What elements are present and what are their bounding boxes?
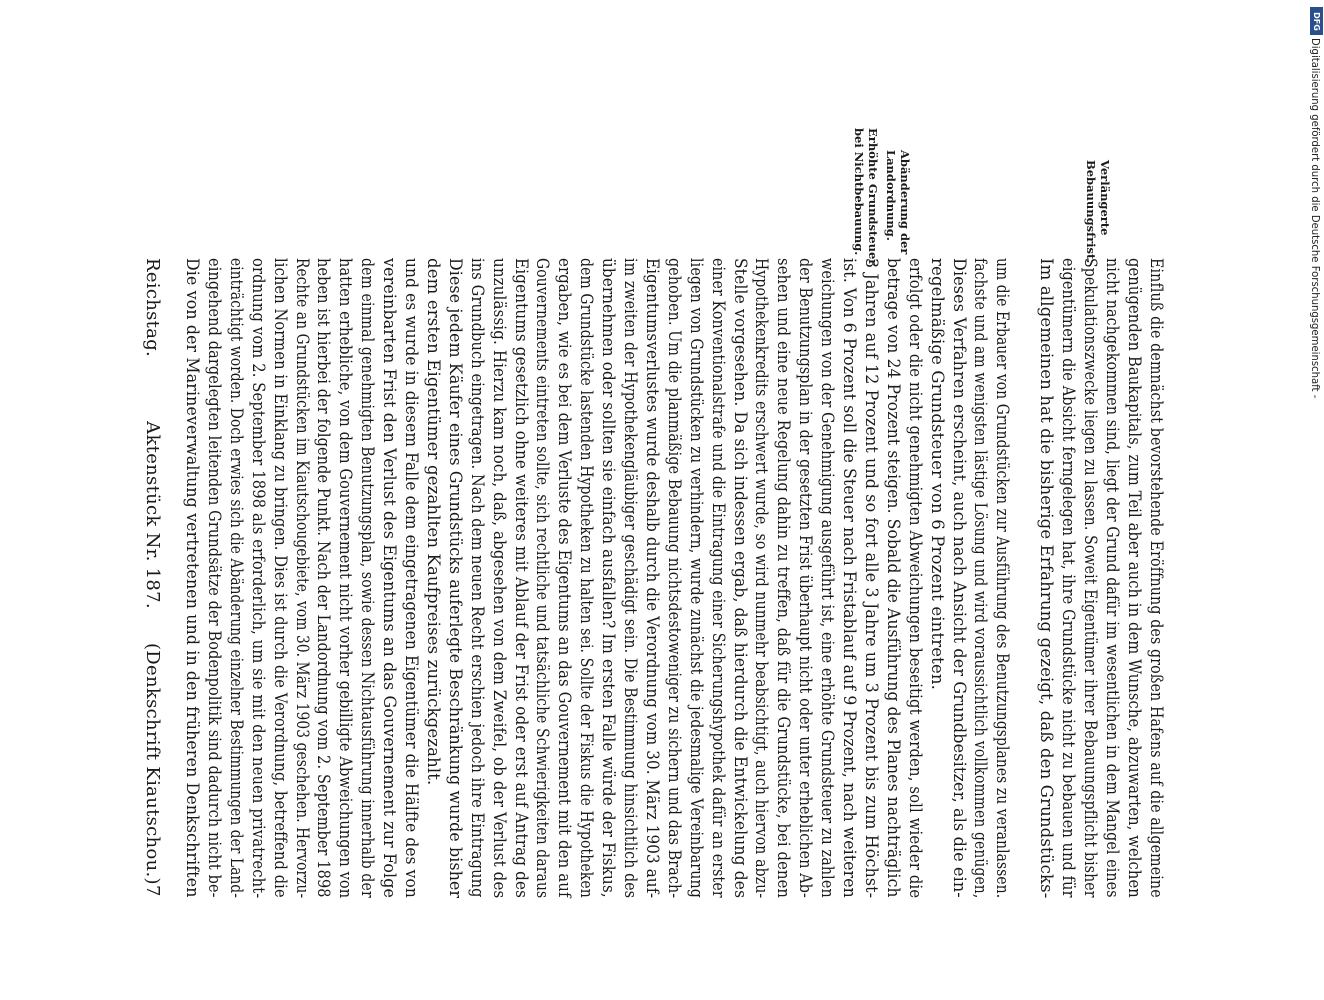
- body-line: Hypothekenkredits erschwert wurde, so wird nunmehr beabsichtigt, auch hiervon abzu-: [752, 258, 772, 899]
- body-line: Einfluß die demnächst bevorstehende Eröffnung des großen Hafens auf die allgemeine: [1146, 258, 1166, 898]
- body-line: sehen und eine neue Regelung dahin zu treffen, daß für die Grundstücke, bei denen: [774, 258, 794, 899]
- body-line: nicht nachgekommen sind, liegt der Grund dafür im wesentlichen in dem Mangel eines: [1102, 258, 1122, 898]
- body-line: eingehend dargelegten leitenden Grundsätze der Bodenpolitik sind dadurch nicht be-: [204, 258, 224, 898]
- margin-note-bebauungsfrist: Verlängerte Bebauungsfrist.: [1084, 160, 1112, 264]
- body-line: lichen Normen in Einklang zu bringen. Dies ist durch die Verordnung, betreffend die: [270, 258, 290, 898]
- body-line: ergaben, wie es bei dem Verluste des Eigentums an das Gouvernement mit den auf: [555, 258, 575, 898]
- body-line: Stelle vorgesehen. Da sich indessen ergab, daß hierdurch die Entwickelung des: [730, 258, 750, 899]
- body-line: hatten erhebliche, von dem Gouvernement nicht vorher gebilligte Abweichungen von: [336, 258, 356, 899]
- body-line: Im allgemeinen hat die bisherige Erfahrung gezeigt, daß den Grundstücks-: [1037, 258, 1057, 899]
- body-line: unzulässig. Hierzu kam noch, daß, abgesehen von dem Zweifel, ob der Verlust des: [489, 258, 509, 899]
- running-head-left: Reichstag.: [142, 258, 163, 358]
- body-line: gehoben. Um die planmäßige Bebauung nichtsdestoweniger zu sichern und das Brach-: [664, 258, 684, 899]
- body-line: genügenden Baukapitals, zum Teil aber auch in dem Wunsche, abzuwarten, welchen: [1124, 258, 1144, 898]
- body-line: der Benutzungsplan in der gesetzten Frist überhaupt nicht oder unter erheblichen Ab-: [796, 258, 816, 898]
- body-line: fachste und am wenigsten lästige Lösung und wird voraussichtlich vollkommen genügen,: [971, 258, 991, 899]
- body-line: vereinbarten Frist den Verlust des Eigentums an das Gouvernement zur Folge: [380, 258, 400, 899]
- body-line: im zweiten der Hypothekengläubiger geschädigt sein. Die Bestimmung hinsichtlich des: [621, 258, 640, 899]
- digitization-note: Digitalisierung gefördert durch die Deutsche Forschungsgemeinschaft -: [1309, 38, 1322, 399]
- body-line: 3 Jahren auf 12 Prozent und so fort alle 3 Jahre um 3 Prozent bis zum Höchst-: [861, 258, 881, 899]
- body-line: Gouvernements eintreten sollte, sich rechtliche und tatsächliche Schwierigkeiten daraus: [533, 258, 553, 899]
- body-line: Rechte an Grundstücken im Kiautschougebiete, vom 30. März 1903 geschehen. Hervorzu-: [292, 258, 312, 899]
- dfg-logo: DFG: [1310, 7, 1323, 35]
- body-line: einer Konventionalstrafe und die Eintragung einer Sicherungshypothek dafür an erster: [708, 258, 728, 898]
- running-head-center: Aktenstück Nr. 187.: [142, 421, 163, 609]
- body-line: und es wurde in diesem Falle dem eingetragenen Eigentümer die Hälfte des von: [402, 258, 421, 898]
- running-head: [142, 258, 163, 885]
- body-line: einträchtigt worden. Doch erwies sich die Abänderung einzelner Bestimmungen der Land-: [226, 258, 246, 899]
- body-line: um die Erbauer von Grundstücken zur Ausführung des Benutzungsplanes zu veranlassen.: [993, 258, 1013, 899]
- body-line: Spekulationszwecke liegen zu lassen. Soweit Eigentümer ihrer Bebauungspflicht bisher: [1080, 258, 1100, 898]
- body-line: betrage von 24 Prozent steigen. Sobald die Ausführung des Planes nachträglich: [883, 258, 903, 898]
- body-line: übernehmen oder sollten sie einfach ausfallen? Im ersten Falle würde der Fiskus,: [599, 258, 619, 898]
- page-number: 7: [142, 885, 163, 897]
- body-line: regelmäßige Grundsteuer von 6 Prozent eintreten.: [927, 258, 947, 691]
- body-line: ist. Von 6 Prozent soll die Steuer nach Fristablauf auf 9 Prozent, nach weiteren: [840, 258, 859, 898]
- body-line: dem ersten Eigentümer gezahlten Kaufpreises zurückgezahlt.: [423, 258, 443, 786]
- body-line: liegen von Grundstücken zu verhindern, wurde zunächst die jedesmalige Vereinbarung: [686, 258, 706, 899]
- body-line: ins Grundbuch eingetragen. Nach dem neuen Recht erschien jedoch ihre Eintragung: [467, 258, 487, 898]
- margin-note-grundsteuer: Erhöhte Grundsteuer bei Nichtbebauung.: [852, 128, 880, 266]
- body-line: Diese jedem Käufer eines Grundstücks auferlegte Beschränkung wurde bisher: [445, 258, 465, 899]
- body-line: Dieses Verfahren erscheint, auch nach Ansicht der Grundbesitzer, als die ein-: [949, 258, 969, 898]
- body-line: Eigentumsverlustes wurde deshalb durch die Verordnung vom 30. März 1903 auf-: [642, 258, 662, 899]
- body-line: eigentümern die Absicht ferngelegen hat, ihre Grundstücke nicht zu bebauen und für: [1059, 258, 1078, 898]
- body-line: weichungen von der Genehmigung ausgeführt ist, eine erhöhte Grundsteuer zu zahlen: [818, 258, 838, 898]
- body-line: erfolgt oder die nicht genehmigten Abweichungen beseitigt werden, soll wieder die: [905, 258, 925, 899]
- margin-note-landordnung: Abänderung der Landordnung.: [884, 150, 912, 255]
- running-head-center-right: (Denkschrift Kiautschou.): [142, 642, 163, 885]
- body-line: Die von der Marineverwaltung vertretenen und in den früheren Denkschriften: [183, 258, 202, 898]
- body-line: heben ist hierbei der folgende Punkt. Nach der Landordnung vom 2. September 1898: [314, 258, 334, 898]
- body-line: dem einmal genehmigten Benutzungsplan, sowie dessen Nichtausführung innerhalb der: [358, 258, 378, 898]
- body-line: ordnung vom 2. September 1898 als erforderlich, um sie mit den neuen privatrecht-: [248, 258, 268, 899]
- body-line: dem Grundstücke lastenden Hypotheken zu halten sei. Sollte der Fiskus die Hypotheken: [577, 258, 597, 898]
- body-line: Eigentums gesetzlich ohne weiteres mit Ablauf der Frist oder erst auf Antrag des: [511, 258, 531, 899]
